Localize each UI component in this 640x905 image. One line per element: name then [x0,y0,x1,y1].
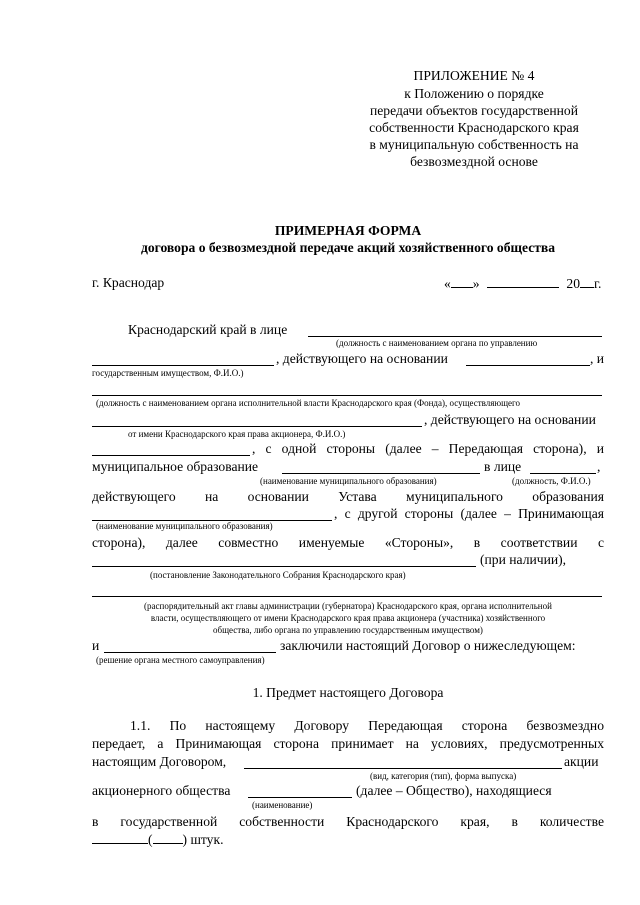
municipality-label: муниципальное образование [92,459,259,474]
hint-l3: (должность с наименованием органа исполнительной власти Краснодарского края (Фонда), осуществляющего [96,398,521,408]
month-blank[interactable] [487,275,559,288]
hint-l8: (наименование муниципального образования) [96,521,273,531]
basis-blank[interactable] [466,353,590,366]
party1-label: Краснодарский край в лице [128,322,288,337]
appendix-line-3: собственности Краснодарского края [369,120,579,135]
party1-side: , с одной стороны (далее – Передающая сторона), и [252,441,604,456]
appendix-title: ПРИЛОЖЕНИЕ № 4 [413,68,535,83]
quantity-number-blank[interactable] [92,831,148,844]
appendix-line-1: к Положению о порядке [404,86,544,101]
hint-company: (наименование) [252,800,313,810]
shares-type-blank[interactable] [244,756,562,769]
concluded-line: заключили настоящий Договор о нижеследующем: [280,638,576,653]
mun-rep-blank[interactable] [530,461,596,474]
clause-1-1-line1: 1.1. По настоящему Договору Передающая сторона безвозмездно [130,718,604,733]
hint-l6a: (наименование муниципального образования) [260,476,437,486]
date-field: « » 20 г. [444,276,602,291]
quantity-field: ( ) штук. [92,831,224,848]
party2-basis: , действующего на основании [424,412,596,427]
hint-l11-2: власти, осуществляющего от имени Краснодарского края права акционера (участника) хозяйственного [150,613,546,623]
municipality-blank[interactable] [282,461,480,474]
comma: , [597,459,601,474]
ownership-line: в государственной собственности Краснодарского края, в количестве [92,814,604,829]
hint-l12: (решение органа местного самоуправления) [96,655,265,665]
and-label: и [92,638,100,653]
form-title: ПРИМЕРНАЯ ФОРМА [274,223,422,238]
appendix-line-2: передачи объектов государственной [370,103,578,118]
hint-l11-3: общества, либо органа по управлению государственным имуществом) [213,625,483,635]
hint-l11-1: (распорядительный акт главы администрации (губернатора) Краснодарского края, органа исполнительной [144,601,552,611]
appendix-line-5: безвозмездной основе [410,154,538,169]
act-blank[interactable] [92,584,602,597]
if-any: (при наличии), [480,552,567,567]
party1-and: , и [590,351,605,366]
form-subtitle: договора о безвозмездной передаче акций хозяйственного общества [140,240,556,255]
authority-blank[interactable] [92,383,602,396]
hint-l4: от имени Краснодарского края права акционера, Ф.И.О.) [128,429,346,439]
clause-contract-label: настоящим Договором, [92,754,227,769]
authority-name-blank[interactable] [92,414,422,427]
company-suffix: (далее – Общество), находящиеся [356,783,552,798]
representative-blank[interactable] [308,324,602,337]
company-name-blank[interactable] [248,785,352,798]
appendix-line-4: в муниципальную собственность на [369,137,579,152]
hint-l1: (должность с наименованием органа по управлению [336,338,538,348]
hint-l10: (постановление Законодательного Собрания Краснодарского края) [150,570,406,580]
parties-line: сторона), далее совместно именуемые «Стороны», в соответствии с [92,535,604,550]
day-blank[interactable] [451,275,473,288]
shares-label: акции [564,754,599,769]
clause-1-1-line2: передает, а Принимающая сторона принимает на условиях, предусмотренных [92,736,604,751]
municipality2-blank[interactable] [92,508,332,521]
party1-basis: , действующего на основании [276,351,448,366]
hint-l2: государственным имуществом, Ф.И.О.) [92,368,244,378]
year-blank[interactable] [580,275,594,288]
hint-l6b: (должность, Ф.И.О.) [512,476,591,486]
document-blank[interactable] [92,443,250,456]
hint-shares: (вид, категория (тип), форма выпуска) [370,771,517,781]
quantity-words-blank[interactable] [153,831,183,844]
in-person-label: в лице [484,459,522,474]
decision-blank[interactable] [104,640,276,653]
city: г. Краснодар [92,275,165,290]
charter-line: действующего на основании Устава муниципального образования [92,489,604,504]
section1-heading: 1. Предмет настоящего Договора [252,685,444,700]
position-blank[interactable] [92,353,274,366]
resolution-blank[interactable] [92,554,476,567]
party2-side: , с другой стороны (далее – Принимающая [334,506,604,521]
company-label: акционерного общества [92,783,231,798]
